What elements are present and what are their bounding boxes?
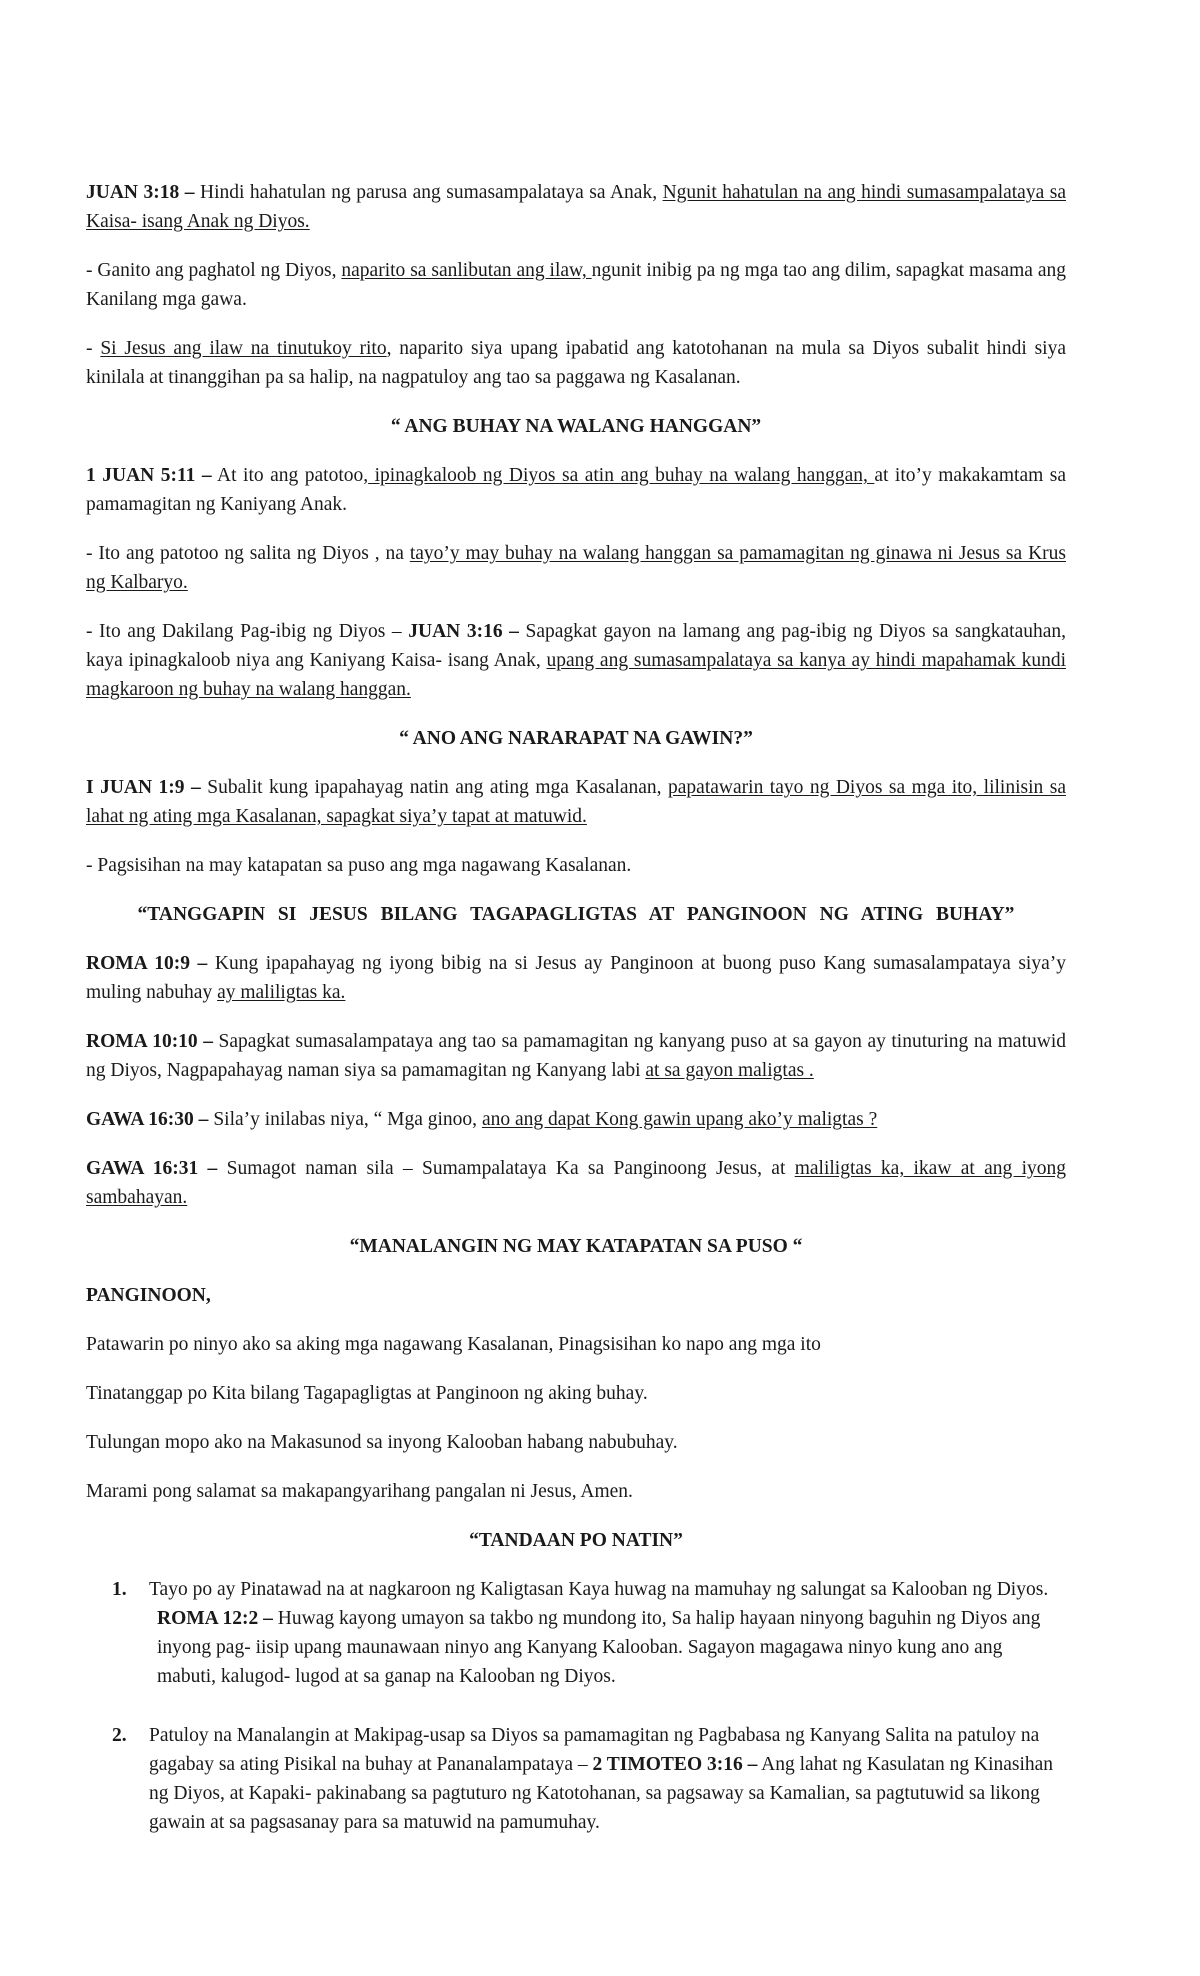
prayer-line: Tulungan mopo ako na Makasunod sa inyong Kalooban habang nabubuhay. — [86, 1432, 678, 1453]
prayer-address: PANGINOON, — [86, 1285, 211, 1306]
verse-reference: JUAN 3:18 – — [86, 182, 195, 203]
reminders-list — [86, 1575, 1066, 1837]
paragraph-roma-10-9: ROMA 10:9 – Kung ipapahayag ng iyong bibig na si Jesus ay Panginoon at buong puso Kang sumasalampataya siya’y muling nabuhay ay maliligtas ka. — [86, 953, 1066, 1003]
list-number: 1. — [112, 1579, 127, 1600]
verse-reference: 1 JUAN 5:11 – — [86, 465, 212, 486]
list-item: 1. Tayo po ay Pinatawad na at nagkaroon ng Kaligtasan Kaya huwag na mamuhay ng salungat sa Kalooban ng Diyos. ROMA 12:2 – Huwag kayong umayon sa takbo ng mundong ito, Sa halip hayaan ninyong baguhin ng Diyos ang inyong pag- iisip upang maunawaan ninyo ang Kanyang Kalooban. Sagayon magagawa ninyo kung ano ang mabuti, kalugod- lugod at sa ganap na Kalooban ng Diyos. — [86, 1575, 1066, 1691]
verse-reference: ROMA 10:9 – — [86, 953, 208, 974]
heading-tanggapin-si-jesus: “TANGGAPIN SI JESUS BILANG TAGAPAGLIGTAS AT PANGINOON NG ATING BUHAY” — [137, 904, 1015, 925]
verse-reference: ROMA 12:2 – — [157, 1608, 273, 1629]
verse-reference: JUAN 3:16 – — [408, 621, 519, 642]
list-number: 2. — [112, 1725, 127, 1746]
paragraph-juan-3-18: JUAN 3:18 – Hindi hahatulan ng parusa ang sumasampalataya sa Anak, Ngunit hahatulan na ang hindi sumasampalataya sa Kaisa- isang Anak ng Diyos. — [86, 182, 1066, 232]
list-item: 2. Patuloy na Manalangin at Makipag-usap sa Diyos sa pamamagitan ng Pagbabasa ng Kanyang Salita na patuloy na gagabay sa ating Pisikal na buhay at Pananalampataya – 2 TIMOTEO 3:16 – Ang lahat ng Kasulatan ng Kinasihan ng Diyos, at Kapaki- pakinabang sa pagtuturo ng Katotohanan, sa pagsaway sa Kamalian, sa pagtutuwid sa likong gawain at sa pagsasanay para sa matuwid na pamumuhay. — [86, 1721, 1066, 1837]
underlined-text: Ngunit hahatulan na ang hindi sumasampalataya sa Kaisa- isang Anak ng Diyos. — [86, 182, 1066, 232]
underlined-text: ay maliligtas ka. — [217, 982, 346, 1003]
underlined-text: tayo’y may buhay na walang hanggan sa pamamagitan ng ginawa ni Jesus sa Krus ng Kalbaryo. — [86, 543, 1066, 593]
list-subtext: ROMA 12:2 – Huwag kayong umayon sa takbo ng mundong ito, Sa halip hayaan ninyong baguhin ng Diyos ang inyong pag- iisip upang maunawaan ninyo ang Kanyang Kalooban. Sagayon magagawa ninyo kung ano ang mabuti, kalugod- lugod at sa ganap na Kalooban ng Diyos. — [157, 1608, 1041, 1687]
paragraph-i-juan-1-9: I JUAN 1:9 – Subalit kung ipapahayag natin ang ating mga Kasalanan, papatawarin tayo ng Diyos sa mga ito, lilinisin sa lahat ng ating mga Kasalanan, sapagkat siya’y tapat at matuwid. — [86, 777, 1066, 827]
heading-tandaan-po-natin: “TANDAAN PO NATIN” — [469, 1530, 683, 1551]
verse-reference: 2 TIMOTEO 3:16 – — [592, 1754, 758, 1775]
verse-reference: ROMA 10:10 – — [86, 1031, 213, 1052]
underlined-text: upang ang sumasampalataya sa kanya ay hindi mapahamak kundi magkaroon ng buhay na walang hanggan. — [86, 650, 1066, 700]
paragraph-gawa-16-31: GAWA 16:31 – Sumagot naman sila – Sumampalataya Ka sa Panginoong Jesus, at maliligtas ka, ikaw at ang iyong sambahayan. — [86, 1158, 1066, 1208]
document-body — [86, 178, 1066, 1867]
underlined-text: ipinagkaloob ng Diyos sa atin ang buhay na walang hanggan, — [368, 465, 875, 486]
verse-reference: I JUAN 1:9 – — [86, 777, 201, 798]
paragraph-juan-3-16: - Ito ang Dakilang Pag-ibig ng Diyos – JUAN 3:16 – Sapagkat gayon na lamang ang pag-ibig ng Diyos sa sangkatauhan, kaya ipinagkaloob niya ang Kaniyang Kaisa- isang Anak, upang ang sumasampalataya sa kanya ay hindi mapahamak kundi magkaroon ng buhay na walang hanggan. — [86, 621, 1067, 700]
prayer-line: Marami pong salamat sa makapangyarihang pangalan ni Jesus, Amen. — [86, 1481, 633, 1502]
underlined-text: maliligtas ka, ikaw at ang iyong sambahayan. — [86, 1158, 1066, 1208]
prayer-line: Tinatanggap po Kita bilang Tagapagligtas at Panginoon ng aking buhay. — [86, 1383, 648, 1404]
paragraph-gawa-16-30: GAWA 16:30 – Sila’y inilabas niya, “ Mga ginoo, ano ang dapat Kong gawin upang ako’y maligtas ? — [86, 1109, 878, 1130]
underlined-text: Si Jesus ang ilaw na tinutukoy rito — [100, 338, 387, 359]
verse-reference: GAWA 16:31 – — [86, 1158, 218, 1179]
underlined-text: at sa gayon maligtas . — [645, 1060, 814, 1081]
paragraph-roma-10-10: ROMA 10:10 – Sapagkat sumasalampataya ang tao sa pamamagitan ng kanyang puso at sa gayon ay tinuturing na matuwid ng Diyos, Nagpapahayag naman siya sa pamamagitan ng Kanyang labi at sa gayon maligtas . — [86, 1031, 1067, 1081]
prayer-line: Patawarin po ninyo ako sa aking mga nagawang Kasalanan, Pinagsisihan ko napo ang mga ito — [86, 1334, 821, 1355]
verse-reference: GAWA 16:30 – — [86, 1109, 209, 1130]
heading-buhay-na-walang-hanggan: “ ANG BUHAY NA WALANG HANGGAN” — [390, 416, 762, 437]
underlined-text: ano ang dapat Kong gawin upang ako’y maligtas ? — [481, 1109, 878, 1130]
paragraph-paghatol: - Ganito ang paghatol ng Diyos, naparito sa sanlibutan ang ilaw, ngunit inibig pa ng mga tao ang dilim, sapagkat masama ang Kanilang mga gawa. — [86, 260, 1066, 310]
heading-ano-ang-nararapat: “ ANO ANG NARARAPAT NA GAWIN?” — [399, 728, 753, 749]
paragraph-1-juan-5-11: 1 JUAN 5:11 – At ito ang patotoo, ipinagkaloob ng Diyos sa atin ang buhay na walang hanggan, at ito’y makakamtam sa pamamagitan ng Kaniyang Anak. — [86, 465, 1066, 515]
underlined-text: naparito sa sanlibutan ang ilaw, — [341, 260, 592, 281]
paragraph-pagsisihan: - Pagsisihan na may katapatan sa puso ang mga nagawang Kasalanan. — [86, 855, 632, 876]
paragraph-patotoo: - Ito ang patotoo ng salita ng Diyos , na tayo’y may buhay na walang hanggan sa pamamagitan ng ginawa ni Jesus sa Krus ng Kalbaryo. — [86, 543, 1066, 593]
paragraph-ilaw: - Si Jesus ang ilaw na tinutukoy rito, naparito siya upang ipabatid ang katotohanan na mula sa Diyos subalit hindi siya kinilala at tinanggihan pa sa halip, na nagpatuloy ang tao sa paggawa ng Kasalanan. — [86, 338, 1066, 388]
heading-manalangin: “MANALANGIN NG MAY KATAPATAN SA PUSO “ — [349, 1236, 803, 1257]
underlined-text: papatawarin tayo ng Diyos sa mga ito, lilinisin sa lahat ng ating mga Kasalanan, sapagkat siya’y tapat at matuwid. — [86, 777, 1066, 827]
